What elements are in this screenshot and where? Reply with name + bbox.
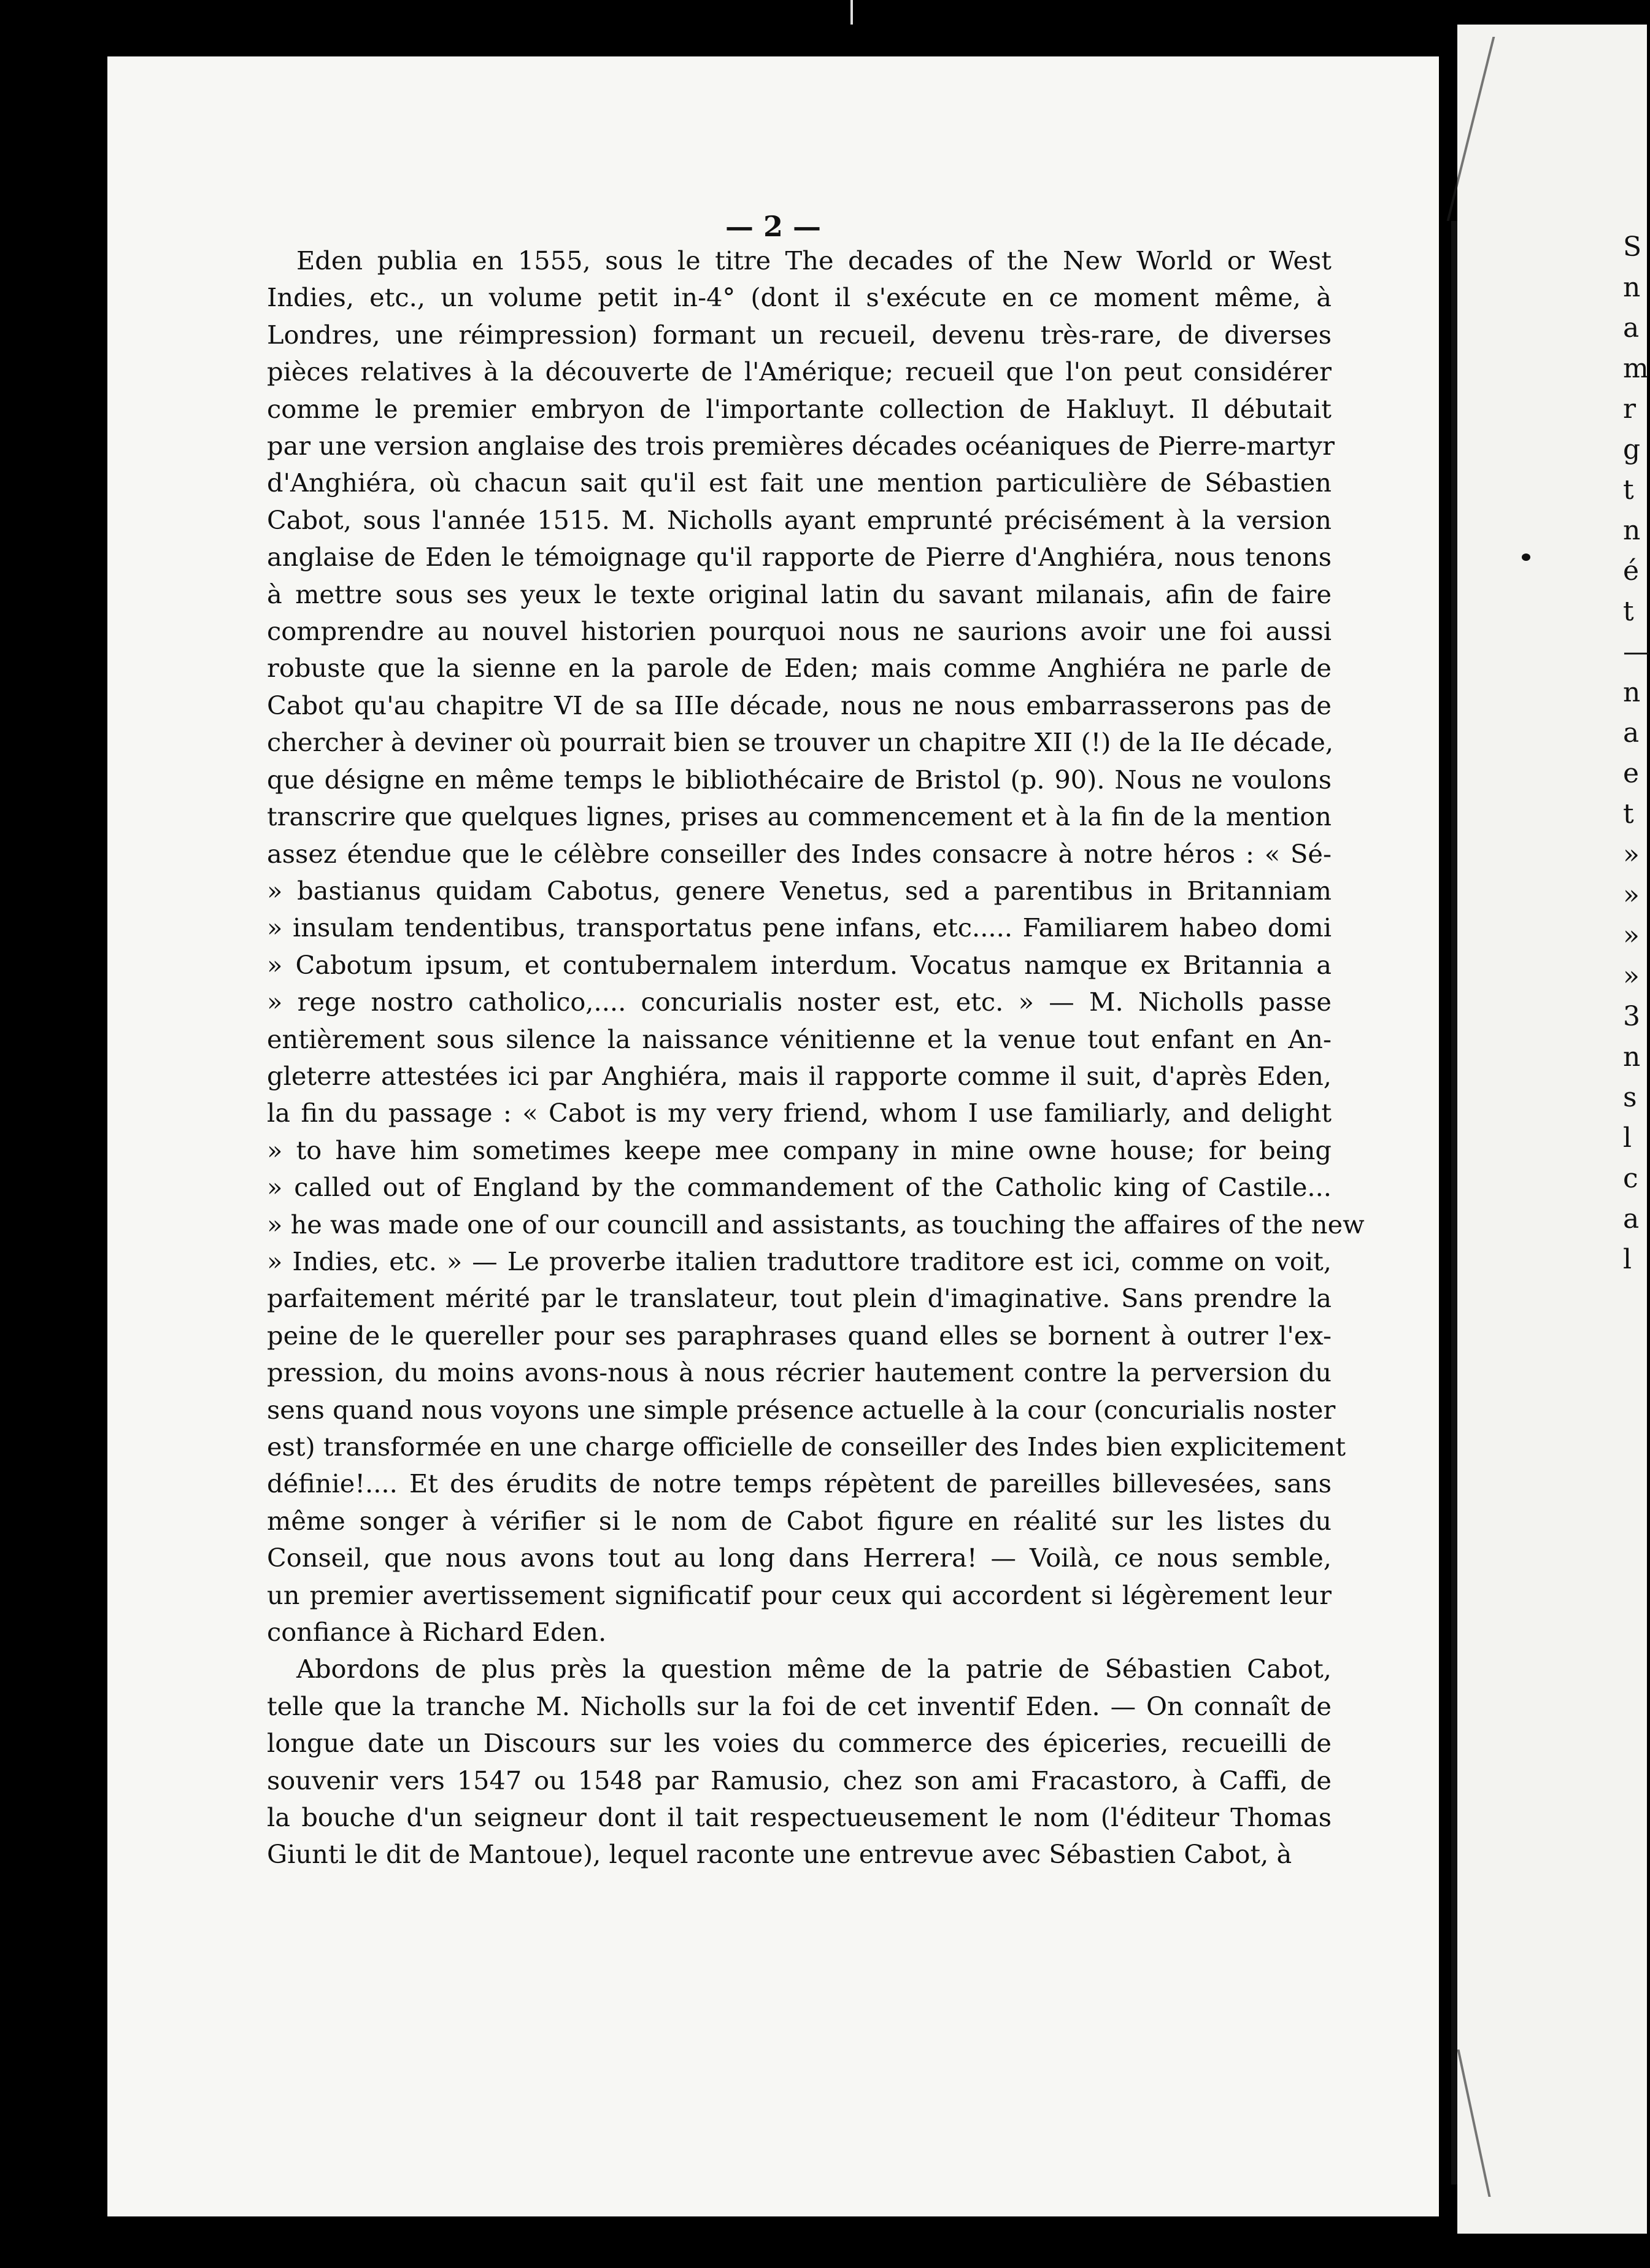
margin-letter: é bbox=[1623, 555, 1640, 587]
text-line: que désigne en même temps le bibliothécaire de Bristol (p. 90). Nous ne voulons bbox=[267, 764, 1332, 795]
margin-letter: l bbox=[1623, 1122, 1632, 1154]
text-line: parfaitement mérité par le translateur, tout plein d'imaginative. Sans prendre la bbox=[267, 1283, 1332, 1314]
margin-letter: c bbox=[1623, 1163, 1638, 1194]
text-line: gleterre attestées ici par Anghiéra, mais il rapporte comme il suit, d'après Eden, bbox=[267, 1060, 1332, 1091]
facing-page-edge bbox=[1457, 25, 1650, 2234]
text-line: souvenir vers 1547 ou 1548 par Ramusio, chez son ami Fracastoro, à Caffi, de bbox=[267, 1765, 1332, 1796]
margin-letter: S bbox=[1623, 231, 1642, 263]
text-line: » Cabotum ipsum, et contubernalem interdum. Vocatus namque ex Britannia a bbox=[267, 949, 1332, 980]
text-line: comme le premier embryon de l'importante collection de Hakluyt. Il débutait bbox=[267, 393, 1332, 424]
text-line: Londres, une réimpression) formant un recueil, devenu très-rare, de diverses bbox=[267, 319, 1332, 350]
page-number: — 2 — bbox=[725, 210, 822, 243]
text-line: Giunti le dit de Mantoue), lequel raconte une entrevue avec Sébastien Cabot, à bbox=[267, 1839, 1292, 1870]
text-line: » to have him sometimes keepe mee company in mine owne house; for being bbox=[267, 1135, 1332, 1165]
text-line: la bouche d'un seigneur dont il tait respectueusement le nom (l'éditeur Thomas bbox=[267, 1802, 1332, 1833]
text-line: Cabot qu'au chapitre VI de sa IIIe décade, nous ne nous embarrasserons pas de bbox=[267, 690, 1332, 720]
margin-letter: 3 bbox=[1623, 1001, 1640, 1032]
margin-letter: m bbox=[1623, 353, 1649, 384]
text-line: même songer à vérifier si le nom de Cabot figure en réalité sur les listes du bbox=[267, 1505, 1332, 1536]
paragraph bbox=[267, 242, 1365, 1651]
margin-letter: » bbox=[1623, 839, 1640, 870]
text-line: peine de le quereller pour ses paraphrases quand elles se bornent à outrer l'ex- bbox=[267, 1320, 1332, 1351]
text-line: à mettre sous ses yeux le texte original latin du savant milanais, afin de faire bbox=[267, 579, 1332, 609]
text-line: » Indies, etc. » — Le proverbe italien traduttore traditore est ici, comme on voit, bbox=[267, 1246, 1332, 1276]
text-line: Abordons de plus près la question même de la patrie de Sébastien Cabot, bbox=[296, 1654, 1332, 1684]
text-line: » called out of England by the commandement of the Catholic king of Castile... bbox=[267, 1172, 1332, 1203]
margin-letter: r bbox=[1623, 393, 1637, 425]
margin-letter: g bbox=[1623, 434, 1641, 465]
text-line: Eden publia en 1555, sous le titre The decades of the New World or West bbox=[296, 245, 1332, 276]
text-line: » rege nostro catholico,.... concurialis noster est, etc. » — M. Nicholls passe bbox=[267, 987, 1332, 1017]
text-line: pièces relatives à la découverte de l'Amérique; recueil que l'on peut considérer bbox=[267, 357, 1332, 387]
text-line: d'Anghiéra, où chacun sait qu'il est fait une mention particulière de Sébastien bbox=[267, 468, 1332, 498]
margin-letter: n bbox=[1623, 515, 1641, 546]
text-line: définie!.... Et des érudits de notre temps répètent de pareilles billevesées, sans bbox=[267, 1468, 1332, 1499]
text-line: robuste que la sienne en la parole de Eden; mais comme Anghiéra ne parle de bbox=[267, 653, 1332, 684]
text-line: sens quand nous voyons une simple présence actuelle à la cour (concurialis noster bbox=[267, 1394, 1336, 1425]
margin-letter: a bbox=[1623, 312, 1640, 344]
text-line: telle que la tranche M. Nicholls sur la foi de cet inventif Eden. — On connaît de bbox=[267, 1691, 1332, 1721]
text-line: confiance à Richard Eden. bbox=[267, 1617, 607, 1648]
text-line: la fin du passage : « Cabot is my very friend, whom I use familiarly, and delight bbox=[267, 1098, 1332, 1128]
text-line: longue date un Discours sur les voies du commerce des épiceries, recueilli de bbox=[267, 1728, 1332, 1759]
margin-letter: e bbox=[1623, 758, 1640, 789]
text-line: est) transformée en une charge officielle de conseiller des Indes bien explicitement bbox=[267, 1432, 1346, 1462]
ink-speck bbox=[1522, 554, 1530, 561]
margin-letter: n bbox=[1623, 677, 1641, 708]
text-line: » bastianus quidam Cabotus, genere Venetus, sed a parentibus in Britanniam bbox=[267, 875, 1332, 906]
text-line: Conseil, que nous avons tout au long dans Herrera! — Voilà, ce nous semble, bbox=[267, 1543, 1332, 1573]
margin-letter: — bbox=[1623, 636, 1650, 668]
margin-letter: t bbox=[1623, 596, 1634, 627]
margin-letter: n bbox=[1623, 1041, 1641, 1073]
margin-letter: » bbox=[1623, 879, 1640, 911]
margin-letter: l bbox=[1623, 1244, 1632, 1275]
text-line: assez étendue que le célèbre conseiller des Indes consacre à notre héros : « Sé- bbox=[267, 838, 1332, 869]
scan-mark bbox=[850, 0, 853, 25]
text-line: comprendre au nouvel historien pourquoi nous ne saurions avoir une foi aussi bbox=[267, 616, 1332, 647]
text-line: un premier avertissement significatif pour ceux qui accordent si légèrement leur bbox=[267, 1580, 1332, 1610]
margin-letter: t bbox=[1623, 798, 1634, 830]
text-line: » he was made one of our councill and assistants, as touching the affaires of the new bbox=[267, 1209, 1365, 1240]
paragraph bbox=[267, 1651, 1332, 1873]
facing-page-margin-text bbox=[1623, 227, 1648, 1280]
text-line: par une version anglaise des trois premières décades océaniques de Pierre-martyr bbox=[267, 431, 1335, 461]
text-line: chercher à deviner où pourrait bien se trouver un chapitre XII (!) de la IIe décade, bbox=[267, 727, 1334, 758]
margin-letter: » bbox=[1623, 920, 1640, 951]
margin-letter: » bbox=[1623, 960, 1640, 992]
text-line: » insulam tendentibus, transportatus pene infans, etc..... Familiarem habeo domi bbox=[267, 912, 1332, 943]
text-line: entièrement sous silence la naissance vénitienne et la venue tout enfant en An- bbox=[267, 1024, 1332, 1054]
margin-letter: a bbox=[1623, 1203, 1640, 1235]
margin-letter: a bbox=[1623, 717, 1640, 749]
margin-letter: n bbox=[1623, 272, 1641, 303]
body-text bbox=[267, 242, 1365, 1873]
text-line: transcrire que quelques lignes, prises au commencement et à la fin de la mention bbox=[267, 801, 1332, 832]
text-line: Indies, etc., un volume petit in-4° (dont il s'exécute en ce moment même, à bbox=[267, 282, 1332, 313]
text-line: Cabot, sous l'année 1515. M. Nicholls ayant emprunté précisément à la version bbox=[267, 504, 1332, 535]
margin-letter: t bbox=[1623, 474, 1634, 506]
margin-letter: s bbox=[1623, 1082, 1637, 1113]
text-line: pression, du moins avons-nous à nous récrier hautement contre la perversion du bbox=[267, 1357, 1332, 1388]
text-line: anglaise de Eden le témoignage qu'il rapporte de Pierre d'Anghiéra, nous tenons bbox=[267, 542, 1332, 573]
